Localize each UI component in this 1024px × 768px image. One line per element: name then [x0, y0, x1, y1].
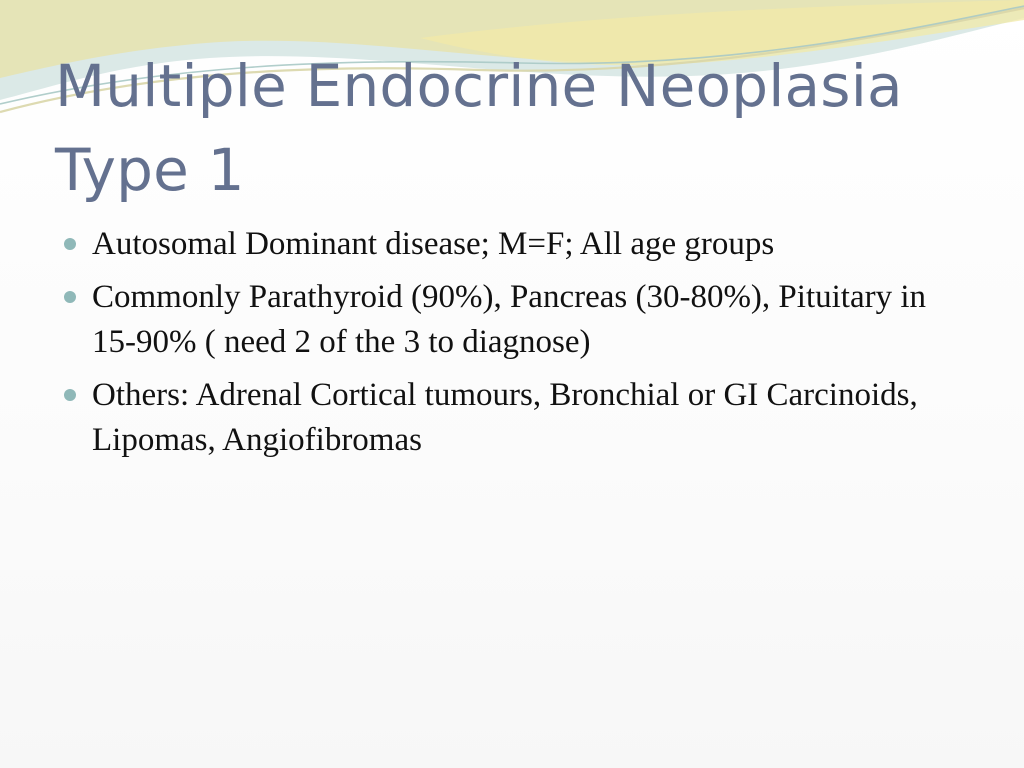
- bullet-dot-icon: [64, 291, 76, 303]
- bullet-text: Commonly Parathyroid (90%), Pancreas (30-80%), Pituitary in 15-90% ( need 2 of the 3 to diagnose): [92, 279, 927, 360]
- bullet-list: [62, 222, 962, 471]
- bullet-text: Others: Adrenal Cortical tumours, Bronchial or GI Carcinoids, Lipomas, Angiofibromas: [92, 377, 918, 458]
- bullet-item: [62, 222, 962, 267]
- slide-title: Multiple Endocrine Neoplasia Type 1: [55, 52, 903, 204]
- bullet-item: [62, 275, 962, 365]
- bullet-dot-icon: [64, 238, 76, 250]
- bullet-text: Autosomal Dominant disease; M=F; All age groups: [92, 226, 775, 262]
- bullet-dot-icon: [64, 389, 76, 401]
- bullet-item: [62, 373, 962, 463]
